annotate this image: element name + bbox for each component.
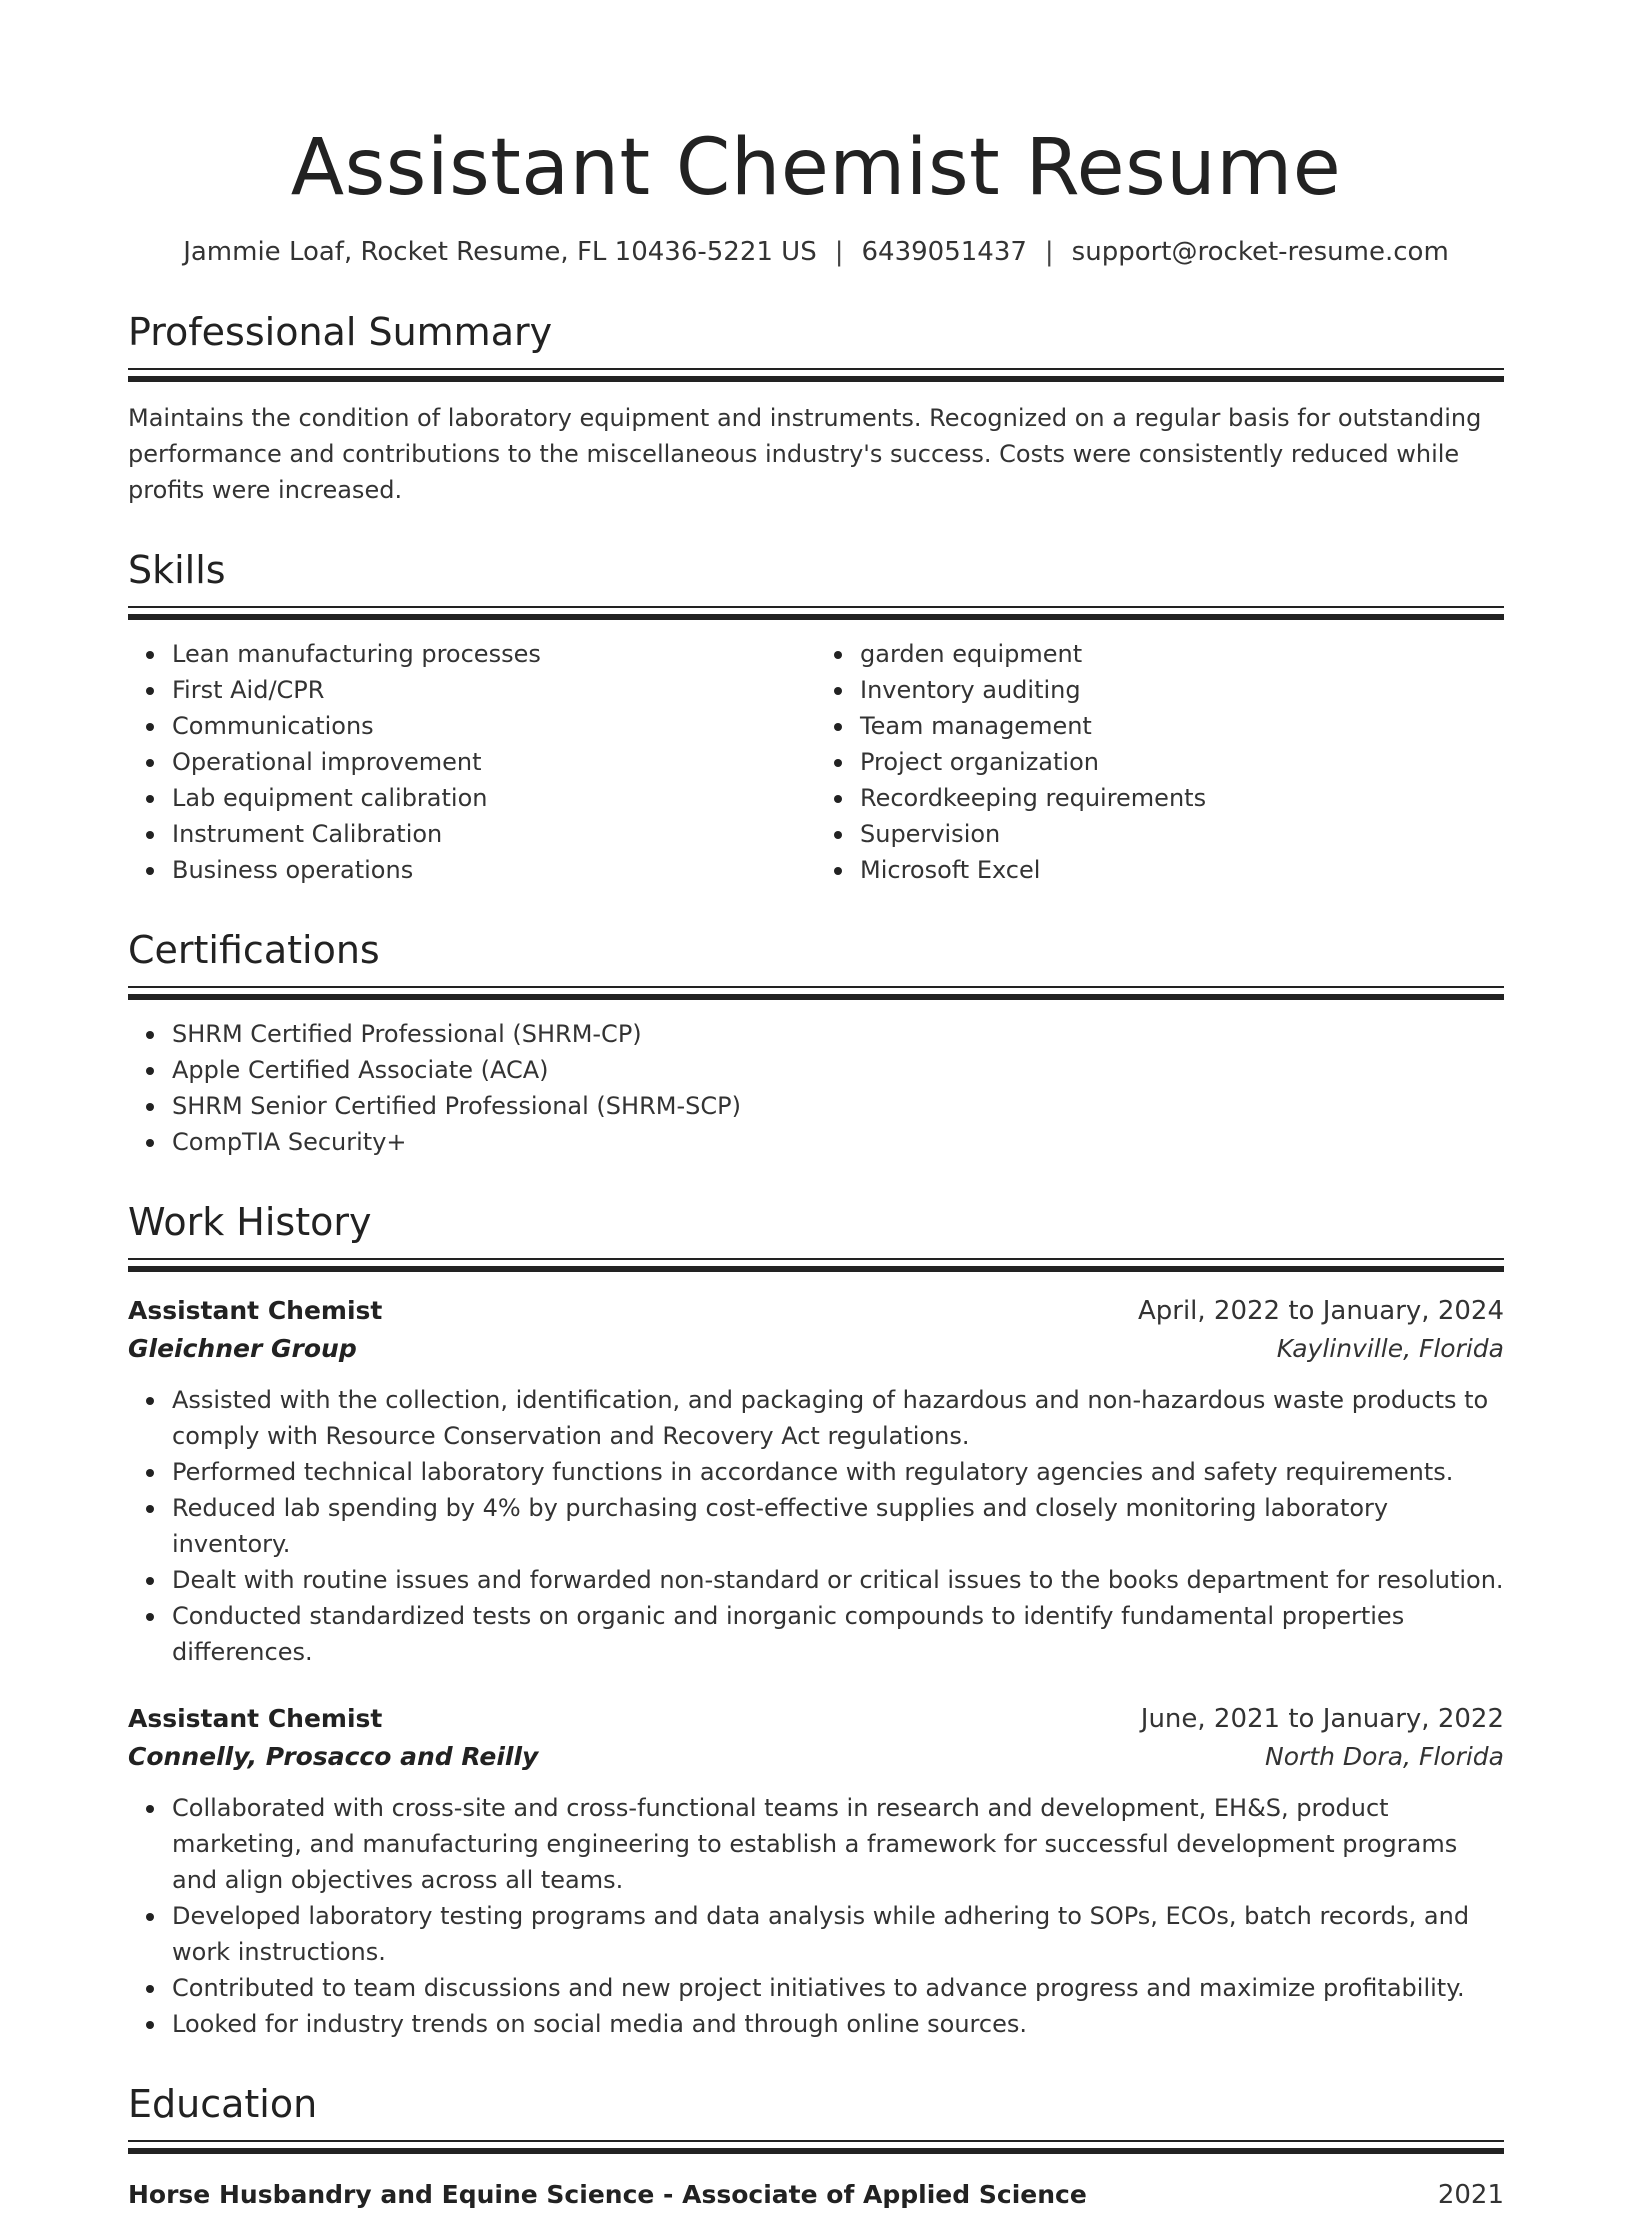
job-entry [128, 1700, 1504, 2042]
skill-item: Team management [860, 708, 1504, 744]
certification-item: SHRM Senior Certified Professional (SHRM-SCP) [172, 1088, 1504, 1124]
job-bullet: Collaborated with cross-site and cross-functional teams in research and development, EH&S, product marketing, and manufacturing engineering to establish a framework for successful development programs and align objectives across all teams. [172, 1790, 1504, 1898]
job-location: North Dora, Florida [1265, 1742, 1504, 1771]
education-year: 2021 [1437, 2180, 1504, 2210]
skill-item: Project organization [860, 744, 1504, 780]
skills-left-list [128, 636, 816, 888]
skill-item: Inventory auditing [860, 672, 1504, 708]
job-company: Connelly, Prosacco and Reilly [128, 1742, 539, 1771]
certification-item: SHRM Certified Professional (SHRM-CP) [172, 1016, 1504, 1052]
certification-item: CompTIA Security+ [172, 1124, 1504, 1160]
skill-item: Operational improvement [172, 744, 816, 780]
certifications-heading: Certifications [128, 928, 380, 972]
section-divider-thick [128, 2148, 1504, 2154]
contact-line [128, 234, 1504, 270]
job-bullet: Conducted standardized tests on organic and inorganic compounds to identify fundamental properties differences. [172, 1598, 1504, 1670]
contact-separator: | [1044, 237, 1054, 267]
contact-phone: 6439051437 [861, 237, 1027, 267]
contact-address: Jammie Loaf, Rocket Resume, FL 10436-5221 US [183, 237, 817, 267]
resume-title: Assistant Chemist Resume [290, 123, 1342, 213]
skill-item: garden equipment [860, 636, 1504, 672]
certifications-section [128, 926, 1504, 1160]
skills-heading: Skills [128, 548, 226, 592]
job-dates: April, 2022 to January, 2024 [1137, 1296, 1504, 1326]
section-divider-thick [128, 376, 1504, 382]
summary-text: Maintains the condition of laboratory equipment and instruments. Recognized on a regular basis for outstanding performance and contributions to the miscellaneous industry's success. Costs were consistently reduced while profits were increased. [128, 404, 1482, 504]
job-title: Assistant Chemist [128, 1296, 383, 1325]
job-entry [128, 1292, 1504, 1670]
contact-separator: | [834, 237, 844, 267]
contact-email: support@rocket-resume.com [1071, 237, 1449, 267]
job-dates: June, 2021 to January, 2022 [1140, 1704, 1504, 1734]
skill-item: Lean manufacturing processes [172, 636, 816, 672]
summary-section [128, 308, 1504, 508]
job-bullet: Performed technical laboratory functions in accordance with regulatory agencies and safety requirements. [172, 1454, 1504, 1490]
skills-section [128, 546, 1504, 888]
job-bullet: Reduced lab spending by 4% by purchasing cost-effective supplies and closely monitoring laboratory inventory. [172, 1490, 1504, 1562]
job-bullet: Dealt with routine issues and forwarded non-standard or critical issues to the books department for resolution. [172, 1562, 1504, 1598]
skill-item: Business operations [172, 852, 816, 888]
job-bullet: Looked for industry trends on social media and through online sources. [172, 2006, 1504, 2042]
skill-item: Lab equipment calibration [172, 780, 816, 816]
education-heading: Education [128, 2082, 318, 2126]
skills-right-list [816, 636, 1504, 888]
skills-grid [128, 620, 1504, 888]
job-bullet: Contributed to team discussions and new project initiatives to advance progress and maximize profitability. [172, 1970, 1504, 2006]
job-location: Kaylinville, Florida [1276, 1334, 1504, 1363]
job-bullets [128, 1790, 1504, 2042]
summary-heading: Professional Summary [128, 310, 553, 354]
job-company: Gleichner Group [128, 1334, 357, 1363]
certifications-list [128, 1016, 1504, 1160]
skill-item: Communications [172, 708, 816, 744]
skill-item: Instrument Calibration [172, 816, 816, 852]
job-bullet: Assisted with the collection, identification, and packaging of hazardous and non-hazardous waste products to comply with Resource Conservation and Recovery Act regulations. [172, 1382, 1504, 1454]
job-bullets [128, 1382, 1504, 1670]
work-history-section [128, 1198, 1504, 2042]
skill-item: Recordkeeping requirements [860, 780, 1504, 816]
section-divider-thick [128, 994, 1504, 1000]
job-title: Assistant Chemist [128, 1704, 383, 1733]
education-degree: Horse Husbandry and Equine Science - Associate of Applied Science [128, 2180, 1087, 2209]
job-bullet: Developed laboratory testing programs and data analysis while adhering to SOPs, ECOs, batch records, and work instructions. [172, 1898, 1504, 1970]
section-divider-thick [128, 1266, 1504, 1272]
certification-item: Apple Certified Associate (ACA) [172, 1052, 1504, 1088]
work-history-heading: Work History [128, 1200, 372, 1244]
skill-item: First Aid/CPR [172, 672, 816, 708]
education-section [128, 2080, 1504, 2214]
skill-item: Microsoft Excel [860, 852, 1504, 888]
skill-item: Supervision [860, 816, 1504, 852]
